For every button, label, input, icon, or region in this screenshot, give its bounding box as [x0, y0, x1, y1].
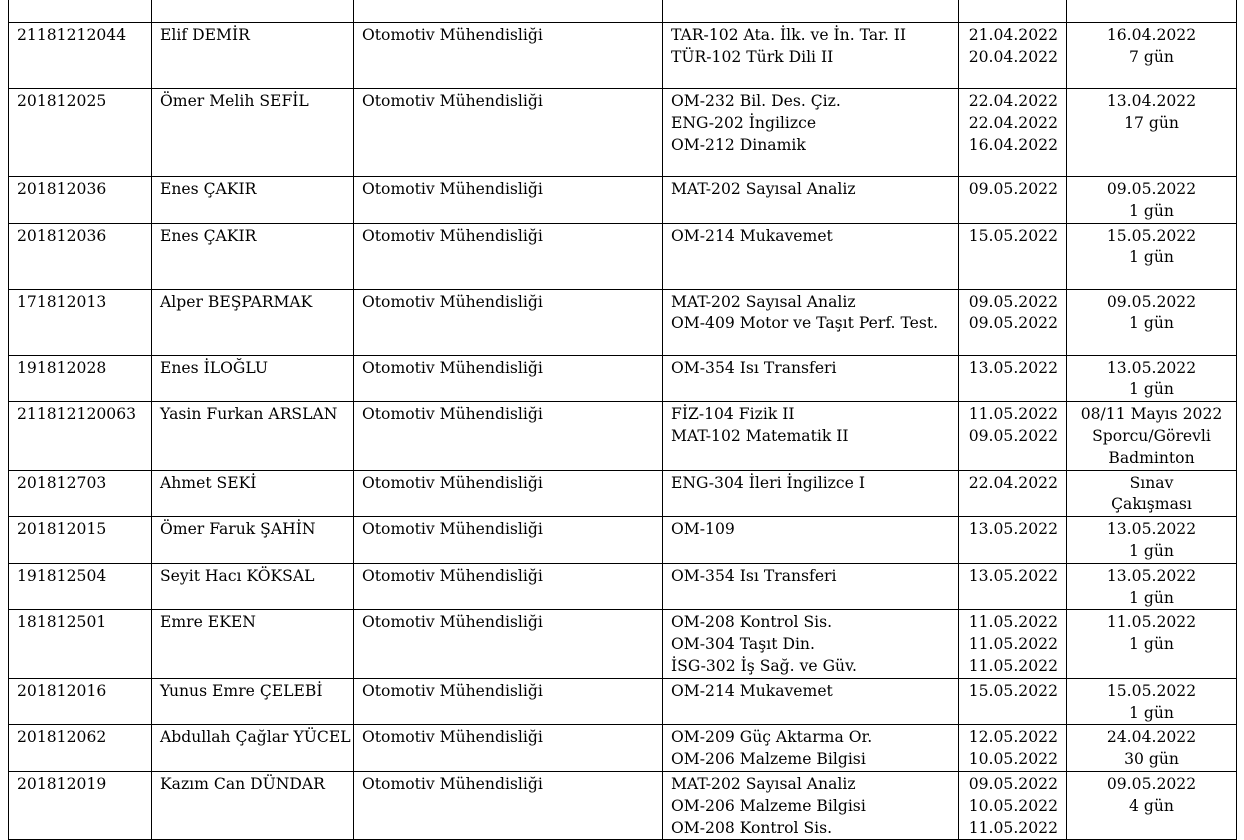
student-number: 201812036 — [17, 180, 107, 198]
course-entry: MAT-202 Sayısal Analiz — [671, 292, 856, 311]
student-number: 201812062 — [17, 728, 107, 747]
table-row — [9, 725, 1237, 772]
student-number-cell — [9, 355, 152, 402]
exam-date: 09.05.2022 — [968, 426, 1058, 445]
student-name: Ömer Faruk ŞAHİN — [160, 520, 316, 539]
exam-dates-cell — [959, 289, 1067, 355]
student-number: 191812504 — [17, 566, 107, 585]
report-info: 15.05.2022 — [1106, 681, 1197, 700]
department-name: Otomotiv Mühendisliği — [362, 358, 543, 377]
student-number: 201812019 — [17, 774, 107, 793]
courses-cell — [663, 678, 959, 725]
student-number: 201812703 — [17, 473, 107, 492]
student-name: Abdullah Çağlar YÜCEL — [160, 728, 351, 747]
course-entry: MAT-202 Sayısal Analiz — [671, 774, 856, 793]
course-entry: OM-214 Mukavemet — [671, 226, 833, 245]
student-number: 201812036 — [17, 226, 107, 245]
course-entry: OM-208 Kontrol Sis. — [671, 613, 833, 632]
department-cell — [354, 725, 663, 772]
exam-dates-cell — [959, 355, 1067, 402]
department-name: Otomotiv Mühendisliği — [362, 180, 543, 198]
courses-cell — [663, 289, 959, 355]
report-info: 16.04.2022 — [1106, 26, 1197, 44]
student-name: Elif DEMİR — [160, 26, 250, 44]
student-number-cell — [9, 0, 152, 23]
student-name: Enes İLOĞLU — [160, 358, 269, 377]
report-cell — [1067, 517, 1237, 564]
exam-date: 11.05.2022 — [968, 635, 1058, 654]
course-entry: FİZ-104 Fizik II — [671, 405, 795, 424]
report-info: 13.05.2022 — [1106, 566, 1197, 585]
course-entry: TAR-102 Ata. İlk. ve İn. Tar. II — [671, 26, 907, 44]
courses-cell — [663, 89, 959, 177]
course-entry: OM-109 — [671, 520, 735, 539]
course-entry: OM-214 Mukavemet — [671, 681, 833, 700]
exam-dates-cell — [959, 725, 1067, 772]
exam-dates-cell — [959, 517, 1067, 564]
courses-cell — [663, 470, 959, 517]
table-row — [9, 223, 1237, 289]
courses-cell — [663, 771, 959, 839]
student-number-cell — [9, 517, 152, 564]
report-info: Badminton — [1108, 448, 1195, 467]
report-info: 17 gün — [1124, 113, 1179, 132]
student-name: Ahmet SEKİ — [160, 473, 257, 492]
student-number-cell — [9, 289, 152, 355]
student-number: 201812025 — [17, 92, 107, 110]
exam-dates-cell — [959, 470, 1067, 517]
report-cell — [1067, 610, 1237, 678]
student-name-cell — [152, 402, 354, 470]
department-cell — [354, 89, 663, 177]
courses-cell — [663, 0, 959, 23]
exam-dates-cell — [959, 177, 1067, 224]
student-name-cell — [152, 610, 354, 678]
student-number-cell — [9, 610, 152, 678]
department-cell — [354, 678, 663, 725]
course-entry — [671, 0, 956, 13]
student-name-cell — [152, 177, 354, 224]
student-name-cell — [152, 89, 354, 177]
department-name: Otomotiv Mühendisliği — [362, 520, 543, 539]
exam-date: 13.05.2022 — [968, 520, 1058, 539]
department-cell — [354, 517, 663, 564]
department-name: Otomotiv Mühendisliği — [362, 681, 543, 700]
student-name: Alper BEŞPARMAK — [160, 292, 313, 311]
course-entry: OM-304 Taşıt Din. — [671, 635, 815, 654]
table-row — [9, 771, 1237, 839]
exam-date: 11.05.2022 — [968, 405, 1058, 424]
report-info: 1 gün — [1129, 588, 1174, 607]
report-cell — [1067, 289, 1237, 355]
report-info: 15.05.2022 — [1106, 226, 1197, 245]
department-cell — [354, 610, 663, 678]
student-number: 171812013 — [17, 292, 107, 311]
exam-dates-cell — [959, 23, 1067, 89]
exam-date: 09.05.2022 — [968, 774, 1058, 793]
department-cell — [354, 563, 663, 610]
department-cell — [354, 0, 663, 23]
exam-date — [967, 0, 1058, 13]
table-row — [9, 610, 1237, 678]
student-name: Seyit Hacı KÖKSAL — [160, 566, 315, 585]
department-name: Otomotiv Mühendisliği — [362, 405, 543, 424]
report-info: 11.05.2022 — [1106, 613, 1197, 632]
department-cell — [354, 470, 663, 517]
courses-cell — [663, 355, 959, 402]
table-row — [9, 563, 1237, 610]
exam-date: 09.05.2022 — [968, 180, 1058, 198]
student-number: 191812028 — [17, 358, 107, 377]
student-name-cell — [152, 563, 354, 610]
report-info: 1 gün — [1129, 703, 1174, 722]
student-name-cell — [152, 725, 354, 772]
report-cell — [1067, 725, 1237, 772]
student-number-cell — [9, 725, 152, 772]
student-name: Enes ÇAKIR — [160, 226, 257, 245]
course-entry: TÜR-102 Türk Dili II — [671, 47, 834, 66]
course-entry: OM-232 Bil. Des. Çiz. — [671, 92, 841, 110]
department-cell — [354, 289, 663, 355]
student-name: Yasin Furkan ARSLAN — [160, 405, 338, 424]
student-name-cell — [152, 355, 354, 402]
student-name-cell — [152, 23, 354, 89]
department-name: Otomotiv Mühendisliği — [362, 292, 543, 311]
exam-date: 16.04.2022 — [968, 135, 1058, 154]
courses-cell — [663, 517, 959, 564]
exam-date: 15.05.2022 — [968, 681, 1058, 700]
student-name-cell — [152, 223, 354, 289]
course-entry: OM-206 Malzeme Bilgisi — [671, 750, 866, 769]
report-info: 09.05.2022 — [1106, 774, 1197, 793]
report-cell — [1067, 355, 1237, 402]
course-entry: ENG-202 İngilizce — [671, 113, 817, 132]
course-entry: OM-206 Malzeme Bilgisi — [671, 796, 866, 815]
course-entry: OM-354 Isı Transferi — [671, 566, 837, 585]
student-name — [160, 0, 349, 13]
department-name: Otomotiv Mühendisliği — [362, 26, 543, 44]
exam-dates-cell — [959, 771, 1067, 839]
report-info: 1 gün — [1129, 248, 1174, 267]
report-info: Sporcu/Görevli — [1092, 426, 1211, 445]
student-number-cell — [9, 223, 152, 289]
report-info: 1 gün — [1129, 541, 1174, 560]
department-name: Otomotiv Mühendisliği — [362, 226, 543, 245]
table-row — [9, 23, 1237, 89]
exam-dates-cell — [959, 610, 1067, 678]
course-entry: OM-354 Isı Transferi — [671, 358, 837, 377]
student-number: 211812120063 — [17, 405, 137, 424]
student-name: Yunus Emre ÇELEBİ — [160, 681, 323, 700]
student-name-cell — [152, 771, 354, 839]
report-info: 1 gün — [1129, 201, 1174, 220]
courses-cell — [663, 725, 959, 772]
report-info: 13.05.2022 — [1106, 358, 1197, 377]
courses-cell — [663, 23, 959, 89]
report-cell — [1067, 23, 1237, 89]
exam-excuse-table-sheet — [8, 0, 1236, 840]
report-cell — [1067, 402, 1237, 470]
student-name: Emre EKEN — [160, 613, 256, 632]
course-entry: OM-409 Motor ve Taşıt Perf. Test. — [671, 314, 939, 333]
student-number — [17, 0, 143, 13]
student-number: 201812015 — [17, 520, 107, 539]
department-name: Otomotiv Mühendisliği — [362, 613, 543, 632]
exam-date: 10.05.2022 — [968, 796, 1058, 815]
department-name — [362, 0, 654, 13]
report-cell — [1067, 563, 1237, 610]
table-row — [9, 289, 1237, 355]
student-number-cell — [9, 89, 152, 177]
report-info: 24.04.2022 — [1106, 728, 1197, 747]
table-row — [9, 517, 1237, 564]
table-row — [9, 177, 1237, 224]
student-number-cell — [9, 470, 152, 517]
table-row — [9, 0, 1237, 23]
student-number: 21181212044 — [17, 26, 127, 44]
department-cell — [354, 355, 663, 402]
department-name: Otomotiv Mühendisliği — [362, 473, 543, 492]
course-entry: OM-209 Güç Aktarma Or. — [671, 728, 873, 747]
exam-date: 13.05.2022 — [968, 566, 1058, 585]
course-entry: ENG-304 İleri İngilizce I — [671, 473, 865, 492]
exam-dates-cell — [959, 563, 1067, 610]
course-entry: İSG-302 İş Sağ. ve Güv. — [671, 656, 857, 675]
report-info — [1069, 0, 1234, 13]
exam-dates-cell — [959, 223, 1067, 289]
exam-date: 22.04.2022 — [968, 92, 1058, 110]
report-cell — [1067, 678, 1237, 725]
report-cell — [1067, 0, 1237, 23]
department-name: Otomotiv Mühendisliği — [362, 728, 543, 747]
report-info: 09.05.2022 — [1106, 180, 1197, 198]
exam-dates-cell — [959, 402, 1067, 470]
exam-date: 09.05.2022 — [968, 292, 1058, 311]
exam-date: 10.05.2022 — [968, 750, 1058, 769]
table-row — [9, 355, 1237, 402]
report-info: 30 gün — [1124, 750, 1179, 769]
student-number: 181812501 — [17, 613, 107, 632]
student-number-cell — [9, 678, 152, 725]
report-info: Sınav — [1129, 473, 1174, 492]
student-number-cell — [9, 23, 152, 89]
report-info: 7 gün — [1129, 47, 1174, 66]
exam-date: 22.04.2022 — [968, 473, 1058, 492]
exam-date: 12.05.2022 — [968, 728, 1058, 747]
student-name-cell — [152, 517, 354, 564]
report-cell — [1067, 177, 1237, 224]
exam-date: 20.04.2022 — [968, 47, 1058, 66]
exam-date: 13.05.2022 — [968, 358, 1058, 377]
exam-date: 15.05.2022 — [968, 226, 1058, 245]
report-info: 1 gün — [1129, 380, 1174, 399]
report-info: 1 gün — [1129, 314, 1174, 333]
student-number-cell — [9, 402, 152, 470]
courses-cell — [663, 223, 959, 289]
exam-date: 11.05.2022 — [968, 613, 1058, 632]
report-info: 13.04.2022 — [1106, 92, 1197, 110]
courses-cell — [663, 563, 959, 610]
exam-dates-cell — [959, 0, 1067, 23]
table-row — [9, 402, 1237, 470]
student-name: Kazım Can DÜNDAR — [160, 774, 325, 793]
student-number: 201812016 — [17, 681, 107, 700]
student-name-cell — [152, 0, 354, 23]
student-number-cell — [9, 177, 152, 224]
student-name-cell — [152, 289, 354, 355]
table-body — [9, 0, 1237, 840]
report-info: 13.05.2022 — [1106, 520, 1197, 539]
student-name-cell — [152, 678, 354, 725]
department-name: Otomotiv Mühendisliği — [362, 92, 543, 110]
report-info: Çakışması — [1111, 495, 1192, 514]
course-entry: OM-212 Dinamik — [671, 135, 806, 154]
courses-cell — [663, 610, 959, 678]
exam-date: 22.04.2022 — [968, 113, 1058, 132]
report-cell — [1067, 89, 1237, 177]
student-number-cell — [9, 563, 152, 610]
report-cell — [1067, 223, 1237, 289]
table-row — [9, 89, 1237, 177]
department-cell — [354, 23, 663, 89]
table-row — [9, 470, 1237, 517]
student-name: Ömer Melih SEFİL — [160, 92, 309, 110]
exam-dates-cell — [959, 89, 1067, 177]
courses-cell — [663, 177, 959, 224]
course-entry: OM-208 Kontrol Sis. — [671, 818, 833, 837]
course-entry: MAT-202 Sayısal Analiz — [671, 180, 856, 198]
exam-dates-cell — [959, 678, 1067, 725]
student-name: Enes ÇAKIR — [160, 180, 257, 198]
report-info: 4 gün — [1129, 796, 1174, 815]
exam-date: 21.04.2022 — [968, 26, 1058, 44]
student-number-cell — [9, 771, 152, 839]
department-cell — [354, 771, 663, 839]
course-entry: MAT-102 Matematik II — [671, 426, 849, 445]
department-name: Otomotiv Mühendisliği — [362, 566, 543, 585]
student-name-cell — [152, 470, 354, 517]
report-info: 1 gün — [1129, 635, 1174, 654]
report-cell — [1067, 470, 1237, 517]
table-row — [9, 678, 1237, 725]
courses-cell — [663, 402, 959, 470]
exam-date: 11.05.2022 — [968, 656, 1058, 675]
department-cell — [354, 402, 663, 470]
department-cell — [354, 223, 663, 289]
exam-date: 09.05.2022 — [968, 314, 1058, 333]
department-cell — [354, 177, 663, 224]
department-name: Otomotiv Mühendisliği — [362, 774, 543, 793]
exam-date: 11.05.2022 — [968, 818, 1058, 837]
report-info: 09.05.2022 — [1106, 292, 1197, 311]
student-exam-table — [8, 0, 1237, 840]
report-info: 08/11 Mayıs 2022 — [1080, 405, 1223, 424]
report-cell — [1067, 771, 1237, 839]
